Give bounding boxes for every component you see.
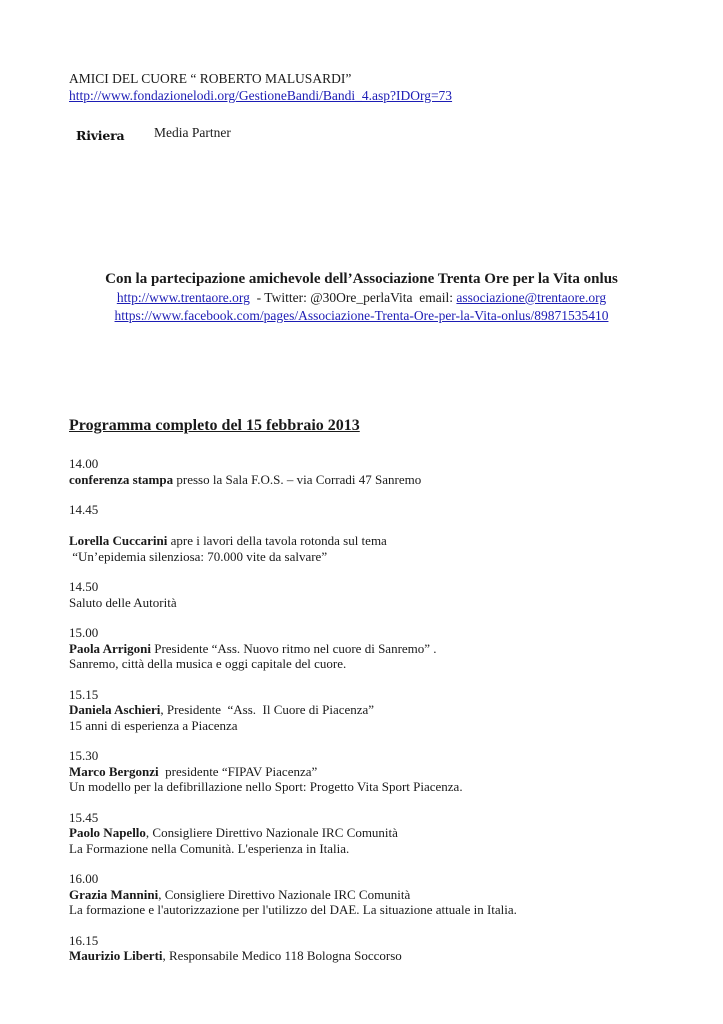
entry-name: Daniela Aschieri	[69, 702, 161, 717]
entry-detail: “Un’epidemia silenziosa: 70.000 vite da salvare”	[69, 548, 328, 564]
association-contacts	[0, 289, 723, 307]
association-title: Con la partecipazione amichevole dell’Associazione Trenta Ore per la Vita onlus	[105, 271, 618, 287]
riviera-logo: Riviera	[76, 128, 125, 143]
schedule-entry	[69, 579, 689, 610]
entry-role: presso la Sala F.O.S. – via Corradi 47 Sanremo	[173, 471, 422, 487]
entry-name: Paolo Napello	[69, 825, 146, 840]
media-partner-label: Media Partner	[154, 125, 231, 140]
entry-detail: 15 anni di esperienza a Piacenza	[69, 717, 238, 733]
schedule-entry	[69, 625, 689, 672]
entry-name: Lorella Cuccarini	[69, 533, 168, 548]
fondazione-lodi-link[interactable]: http://www.fondazionelodi.org/GestioneBandi/Bandi_4.asp?IDOrg=73	[69, 88, 453, 103]
schedule-entry	[69, 502, 689, 564]
schedule-entry	[69, 687, 689, 734]
entry-time: 15.45	[69, 809, 99, 825]
program-title: Programma completo del 15 febbraio 2013	[69, 417, 360, 434]
schedule-entry	[69, 933, 689, 964]
entry-role: apre i lavori della tavola rotonda sul tema	[167, 533, 387, 548]
entry-detail: La Formazione nella Comunità. L'esperienza in Italia.	[69, 840, 350, 856]
schedule-list	[69, 456, 689, 979]
entry-name: Paola Arrigoni	[69, 640, 151, 656]
entry-time: 16.00	[69, 871, 99, 886]
schedule-entry	[69, 810, 689, 857]
association-block	[0, 270, 723, 325]
entry-role: , Consigliere Direttivo Nazionale IRC Comunità	[158, 886, 411, 902]
entry-role: , Presidente “Ass. Il Cuore di Piacenza”	[160, 702, 375, 717]
entry-time: 15.30	[69, 748, 99, 763]
entry-time: 14.00	[69, 456, 99, 471]
entry-time: 15.15	[69, 686, 99, 702]
entry-detail: Sanremo, città della musica e oggi capitale del cuore.	[69, 656, 347, 671]
entry-role: presidente “FIPAV Piacenza”	[158, 763, 318, 779]
entry-role: , Consigliere Direttivo Nazionale IRC Comunità	[145, 825, 398, 840]
entry-detail: Un modello per la defibrillazione nello Sport: Progetto Vita Sport Piacenza.	[69, 779, 463, 794]
schedule-entry	[69, 456, 689, 487]
schedule-entry	[69, 871, 689, 918]
entry-time: 15.00	[69, 625, 99, 640]
entry-role: , Responsabile Medico 118 Bologna Soccorso	[162, 948, 402, 963]
entry-time: 14.50	[69, 579, 99, 594]
facebook-link[interactable]: https://www.facebook.com/pages/Associazione-Trenta-Ore-per-la-Vita-onlus/89871535410	[114, 308, 609, 323]
entry-time: 14.45	[69, 502, 99, 517]
entry-name: Grazia Mannini	[69, 886, 159, 902]
twitter-text: - Twitter: @30Ore_perlaVita email:	[249, 290, 457, 305]
email-link[interactable]: associazione@trentaore.org	[456, 290, 607, 305]
entry-name: Marco Bergonzi	[69, 763, 159, 779]
organization-title: AMICI DEL CUORE “ ROBERTO MALUSARDI”	[69, 71, 352, 86]
entry-name: conferenza stampa	[69, 471, 174, 487]
trentaore-website-link[interactable]: http://www.trentaore.org	[116, 290, 250, 305]
schedule-entry	[69, 748, 689, 795]
entry-detail: La formazione e l'autorizzazione per l'utilizzo del DAE. La situazione attuale in Italia.	[69, 902, 517, 917]
entry-role: Saluto delle Autorità	[69, 594, 177, 610]
entry-time: 16.15	[69, 932, 99, 948]
entry-name: Maurizio Liberti	[69, 948, 163, 963]
entry-role: Presidente “Ass. Nuovo ritmo nel cuore di Sanremo” .	[150, 640, 437, 656]
